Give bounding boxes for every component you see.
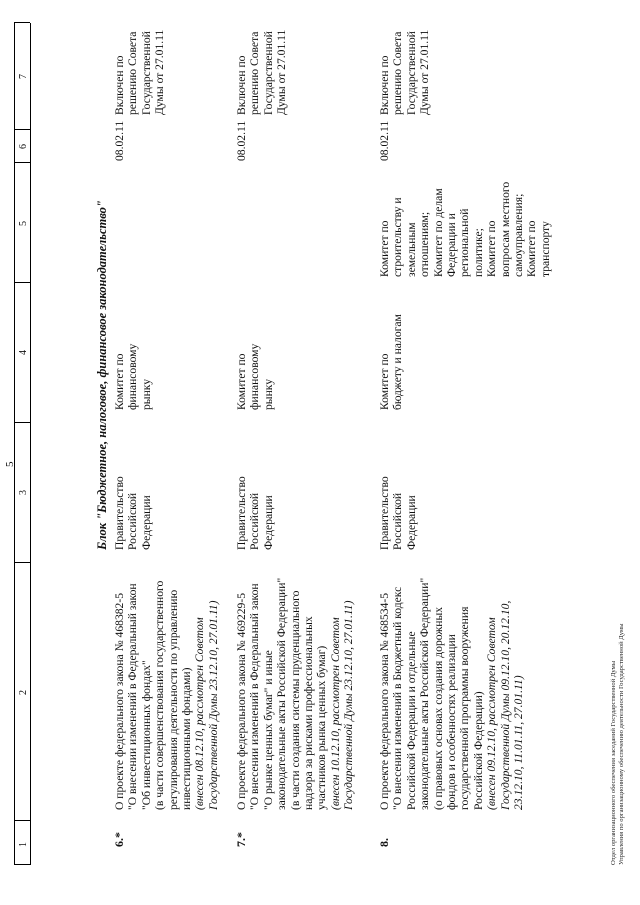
footer-note: Отдел организационного обеспечения заседаний Государственной Думы Управления по организационному обеспечению деятельности Государственной Думы [610, 623, 625, 865]
column-number: 5 [18, 221, 29, 226]
column-number: 6 [18, 144, 29, 149]
decision: Включен по решению Совета Государственной Думы от 27.01.11 [113, 29, 167, 115]
col-divider [14, 282, 30, 283]
initiator: Правительство Российской Федерации [113, 476, 153, 550]
co-executor-committees: Комитет по строительству и земельным отношениям; Комитет по делам Федерации и региональной политике; Комитет по вопросам местного самоуправления; Комитет по транспорту [378, 181, 552, 277]
header-top-border [14, 23, 15, 865]
column-number: 3 [18, 490, 29, 495]
col-divider [14, 820, 30, 821]
bill-note: 23.12.10, 11.01.11, 27.01.11) [512, 675, 526, 810]
bill-title: О проекте федерального закона № 469229-5 "О внесении изменений в Федеральный закон "О рынке ценных бумаг" и иные законодательные акты Российской Федерации" (в части создания системы пруденциального надзора за рисками профессиональных участников рынка ценных бумаг) (внесен 10.12.10, рассмотрен Советом Государственной Думы 23.12.10, 27.01.11) [235, 560, 356, 810]
col-divider [14, 864, 30, 865]
col-divider [14, 129, 30, 130]
col-divider [14, 422, 30, 423]
bill-title: О проекте федерального закона № 468382-5 "О внесении изменений в Федеральный закон "Об инвестиционных фондах" (в части совершенствования государственного регулирования деятельности по управлению инвестиционными фондами) (внесен 08.12.10, рассмотрен Советом Государственной Думы 23.12.10, 27.01.11) [113, 560, 220, 810]
row-number: 6.* [112, 832, 126, 847]
decision: Включен по решению Совета Государственной Думы от 27.01.11 [235, 29, 289, 115]
column-number: 7 [18, 74, 29, 79]
bill-note: Государственной Думы 23.12.10, 27.01.11) [342, 600, 356, 810]
date: 08.02.11 [235, 120, 248, 161]
date: 08.02.11 [113, 120, 126, 161]
bill-note: Государственной Думы 09.12.10, 20.12.10, [498, 600, 512, 810]
responsible-committee: Комитет по финансовому рынку [113, 343, 153, 410]
bill-title: О проекте федерального закона № 468534-5 "О внесении изменений в Бюджетный кодекс Российской Федерации и отдельные законодательные акты Российской Федерации" (о правовых основах создания дорожных фондов и особенностях реализации государственной программы вооружения Российской Федерации) (внесен 09.12.10, рассмотрен Советом Государственной Думы 09.12.10, 20.12.10, 23.12.10, 11.01.11, 27.01.11) [378, 560, 525, 810]
column-number: 1 [18, 842, 29, 847]
initiator: Правительство Российской Федерации [378, 476, 418, 550]
bill-note: (внесен 08.12.10, рассмотрен Советом [193, 617, 207, 810]
column-number: 2 [18, 690, 29, 695]
initiator: Правительство Российской Федерации [235, 476, 275, 550]
row-number: 7.* [234, 832, 248, 847]
column-number: 4 [18, 350, 29, 355]
col-divider [14, 562, 30, 563]
bill-note: Государственной Думы 23.12.10, 27.01.11) [206, 600, 220, 810]
header-bottom-border [30, 23, 31, 865]
bill-note: (внесен 09.12.10, рассмотрен Советом [485, 617, 499, 810]
date: 08.02.11 [378, 120, 391, 161]
responsible-committee: Комитет по финансовому рынку [235, 343, 275, 410]
col-divider [14, 22, 30, 23]
decision: Включен по решению Совета Государственной Думы от 27.01.11 [378, 29, 432, 115]
bill-note: (внесен 10.12.10, рассмотрен Советом [328, 617, 342, 810]
responsible-committee: Комитет по бюджету и налогам [378, 314, 405, 410]
col-divider [14, 162, 30, 163]
row-number: 8. [377, 838, 391, 847]
block-title: Блок "Бюджетное, налоговое, финансовое законодательство" [95, 200, 109, 550]
page-number: 5 [4, 461, 16, 467]
